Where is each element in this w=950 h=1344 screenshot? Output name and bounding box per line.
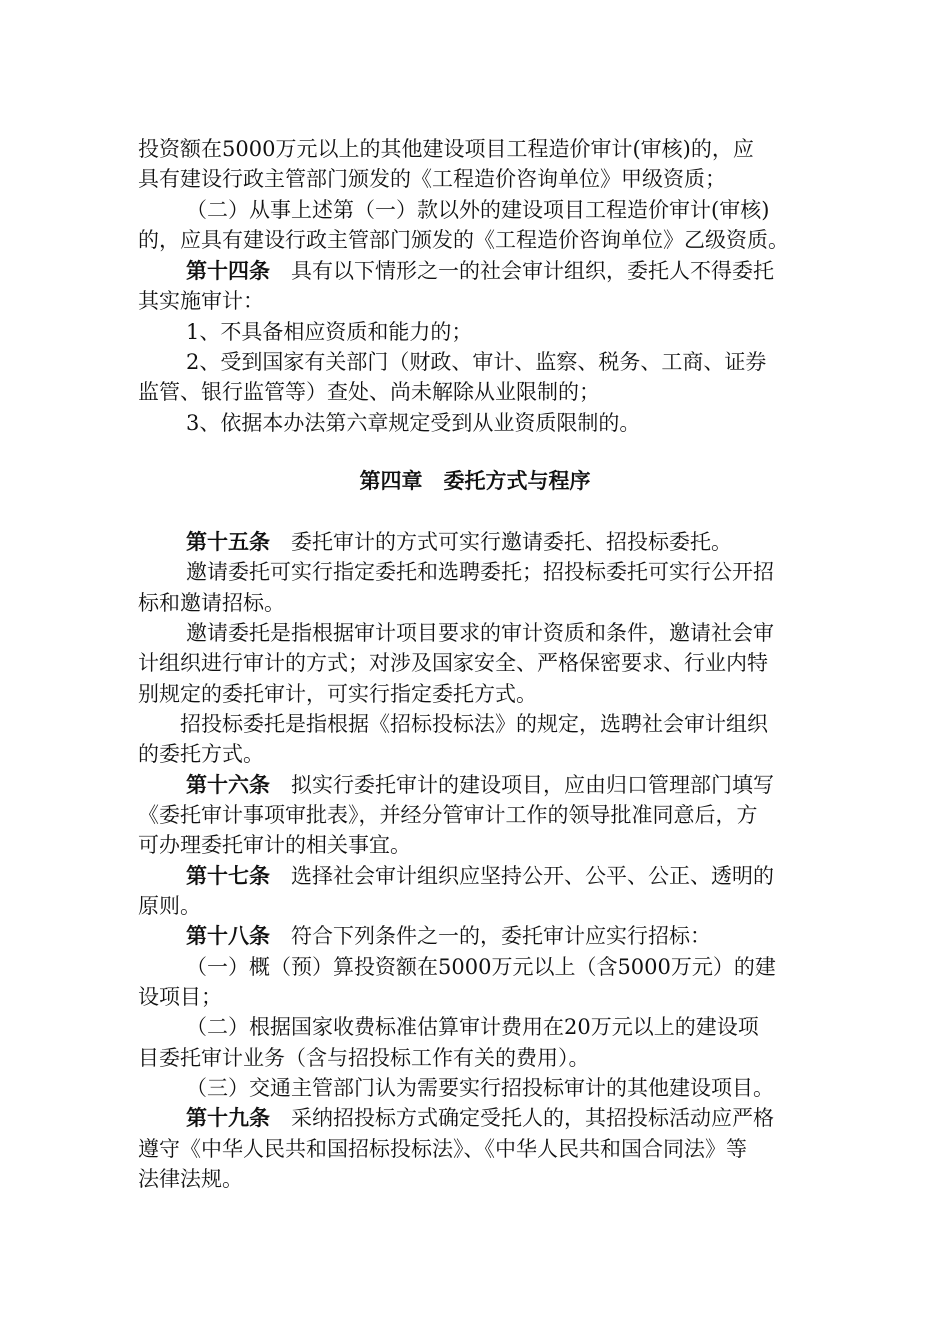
text-line: 其实施审计： bbox=[138, 289, 264, 313]
text-line: 法律法规。 bbox=[138, 1167, 243, 1191]
list-item: （二）根据国家收费标准估算审计费用在20万元以上的建设项 bbox=[186, 1015, 759, 1039]
text-line: 设项目； bbox=[138, 985, 222, 1009]
text-line: 邀请委托可实行指定委托和选聘委托；招投标委托可实行公开招 bbox=[186, 560, 774, 584]
article-18 bbox=[186, 921, 711, 951]
text-line: 标和邀请招标。 bbox=[138, 591, 285, 615]
list-item: （三）交通主管部门认为需要实行招投标审计的其他建设项目。 bbox=[186, 1076, 774, 1100]
text-line: 计组织进行审计的方式；对涉及国家安全、严格保密要求、行业内特 bbox=[138, 651, 768, 675]
text-line: 具有建设行政主管部门颁发的《工程造价咨询单位》甲级资质； bbox=[138, 167, 726, 191]
article-text: 委托审计的方式可实行邀请委托、招投标委托。 bbox=[291, 530, 732, 554]
text-line: 的，应具有建设行政主管部门颁发的《工程造价咨询单位》乙级资质。 bbox=[138, 228, 789, 252]
article-label: 第十九条 bbox=[186, 1105, 270, 1130]
article-label: 第十七条 bbox=[186, 863, 270, 888]
article-16 bbox=[186, 770, 774, 800]
list-item: 2、受到国家有关部门（财政、审计、监察、税务、工商、证券 bbox=[186, 350, 767, 374]
text-line: 招投标委托是指根据《招标投标法》的规定，选聘社会审计组织 bbox=[180, 712, 768, 736]
text-line: 《委托审计事项审批表》，并经分管审计工作的领导批准同意后，方 bbox=[138, 803, 758, 827]
text-line: （二）从事上述第（一）款以外的建设项目工程造价审计(审核) bbox=[186, 198, 770, 222]
article-label: 第十四条 bbox=[186, 258, 270, 283]
article-text: 拟实行委托审计的建设项目，应由归口管理部门填写 bbox=[291, 773, 774, 797]
text-line: 别规定的委托审计，可实行指定委托方式。 bbox=[138, 682, 537, 706]
article-text: 符合下列条件之一的，委托审计应实行招标： bbox=[291, 924, 711, 948]
list-item: 1、不具备相应资质和能力的； bbox=[186, 320, 473, 344]
article-text: 采纳招投标方式确定受托人的，其招投标活动应严格 bbox=[291, 1106, 774, 1130]
list-item: （一）概（预）算投资额在5000万元以上（含5000万元）的建 bbox=[186, 955, 776, 979]
text-line: 目委托审计业务（含与招投标工作有关的费用）。 bbox=[138, 1046, 590, 1070]
text-line: 邀请委托是指根据审计项目要求的审计资质和条件，邀请社会审 bbox=[186, 621, 774, 645]
article-17 bbox=[186, 861, 774, 891]
article-label: 第十八条 bbox=[186, 923, 270, 948]
list-item: 3、依据本办法第六章规定受到从业资质限制的。 bbox=[186, 411, 641, 435]
article-15 bbox=[186, 527, 732, 557]
article-text: 具有以下情形之一的社会审计组织，委托人不得委托 bbox=[291, 259, 774, 283]
article-14 bbox=[186, 256, 774, 286]
article-label: 第十六条 bbox=[186, 772, 270, 797]
article-text: 选择社会审计组织应坚持公开、公平、公正、透明的 bbox=[291, 864, 774, 888]
text-line: 监管、银行监管等）查处、尚未解除从业限制的； bbox=[138, 380, 600, 404]
chapter-heading: 第四章 委托方式与程序 bbox=[359, 468, 591, 493]
article-label: 第十五条 bbox=[186, 529, 270, 554]
text-line: 的委托方式。 bbox=[138, 742, 264, 766]
text-line: 原则。 bbox=[138, 894, 201, 918]
article-19 bbox=[186, 1103, 774, 1133]
text-line: 可办理委托审计的相关事宜。 bbox=[138, 833, 411, 857]
text-line: 遵守《中华人民共和国招标投标法》、《中华人民共和国合同法》等 bbox=[138, 1137, 747, 1161]
text-line: 投资额在5000万元以上的其他建设项目工程造价审计(审核)的，应 bbox=[138, 137, 754, 161]
